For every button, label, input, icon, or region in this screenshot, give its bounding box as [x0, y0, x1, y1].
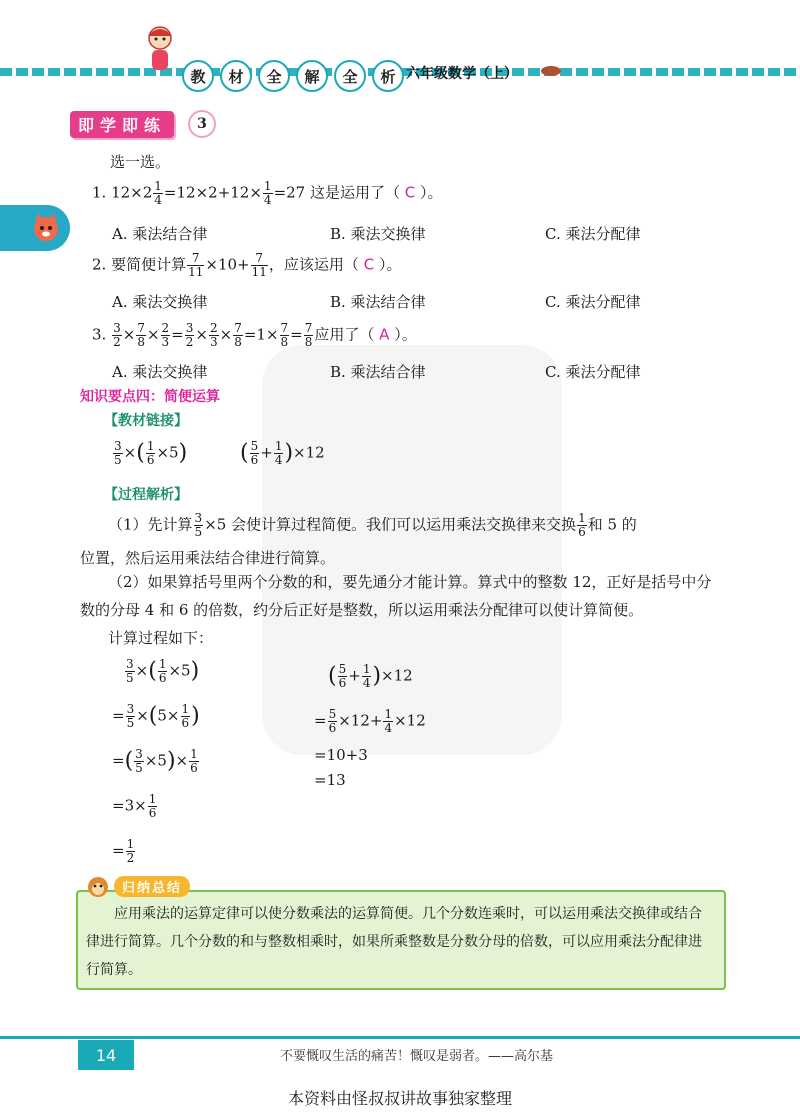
fraction: $\frac{1}{6}$	[190, 747, 198, 775]
analysis-p1	[108, 512, 637, 539]
fraction: $\frac{1}{4}$	[384, 707, 393, 735]
summary-text: 应用乘法的运算定律可以使分数乘法的运算简便。几个分数连乘时，可以运用乘法交换律或结合律进行简算。几个分数的和与整数相乘时，如果所乘整数是分数分母的倍数，可以应用乘法分配律进行简算。	[86, 906, 702, 978]
fox-mascot-icon	[30, 211, 62, 243]
fraction: $\frac{7}{8}$	[280, 321, 289, 349]
q1-option-b: B. 乘法交换律	[330, 225, 426, 243]
fraction: $\frac{3}{5}$	[135, 747, 143, 775]
calc-right-line-4: =13	[314, 771, 346, 789]
title-char: 析	[372, 60, 404, 92]
fraction: $\frac{1}{6}$	[158, 657, 167, 685]
textbook-link-heading: 【教材链接】	[104, 413, 188, 429]
p1-text-b: ×5 会使计算过程简便。我们可以运用乘法交换律来交换	[204, 515, 577, 534]
fraction: $\frac{1}{6}$	[181, 702, 190, 730]
title-char: 全	[258, 60, 290, 92]
analysis-p1-cont: 位置，然后运用乘法结合律进行简算。	[80, 549, 336, 567]
fraction: $\frac{3}{2}$	[185, 321, 194, 349]
fraction: $\frac{1}{4}$	[362, 662, 371, 690]
fraction: $\frac{1}{2}$	[126, 837, 135, 865]
practice-intro: 选一选。	[110, 153, 171, 171]
question-2	[92, 252, 401, 279]
fraction: $\frac{2}{3}$	[161, 321, 170, 349]
pencil-icon	[540, 64, 562, 78]
fraction: $\frac{3}{5}$	[126, 702, 135, 730]
fraction: $\frac{1}{4}$	[263, 179, 272, 207]
q3-prefix: 3.	[92, 325, 107, 344]
practice-tag	[70, 110, 216, 138]
q3-answer: A	[379, 325, 390, 344]
fraction: $\frac{7}{11}$	[188, 251, 204, 279]
fraction: $\frac{1}{6}$	[578, 511, 586, 539]
title-char: 全	[334, 60, 366, 92]
calc-right-line-1: ( $\frac{5}{6}$ + $\frac{1}{4}$ )×12	[328, 662, 413, 690]
section-title: 知识要点四：简便运算	[80, 389, 220, 405]
calc-right-line-3: =10+3	[314, 746, 368, 764]
credit-line: 本资料由怪叔叔讲故事独家整理	[287, 1089, 512, 1108]
q1-option-c: C. 乘法分配律	[545, 225, 641, 243]
fraction: $\frac{7}{8}$	[137, 321, 145, 349]
analysis-p2: （2）如果算括号里两个分数的和，要先通分才能计算。算式中的整数 12，正好是括号中分数的分母 4 和 6 的倍数，约分后正好是整数，所以运用乘法分配律可以使计算简便。	[80, 573, 712, 619]
chapter-side-tab	[0, 205, 70, 251]
calc-left-line-5: = $\frac{1}{2}$	[112, 837, 135, 865]
q1-tail: =27 这是运用了（	[273, 183, 400, 202]
q3-close: ）。	[394, 325, 417, 344]
fraction: $\frac{7}{8}$	[304, 321, 313, 349]
link-expression-2: ( $\frac{5}{6}$ + $\frac{1}{4}$ )×12	[240, 439, 325, 467]
q2-tail: ，应该运用（	[268, 255, 359, 274]
book-title	[182, 60, 404, 92]
monkey-mascot-icon	[86, 874, 110, 898]
p1-text-c: 和 5 的	[587, 515, 637, 534]
process-intro: 计算过程如下：	[108, 629, 214, 647]
calc-left-line-1: $\frac{3}{5}$ ×( $\frac{1}{6}$ ×5)	[126, 657, 200, 685]
q2-close: ）。	[378, 255, 402, 274]
q2-option-a: A. 乘法交换律	[112, 293, 208, 311]
fraction: $\frac{2}{3}$	[209, 321, 218, 349]
page-number: 14	[78, 1040, 134, 1070]
q3-option-c: C. 乘法分配律	[545, 363, 641, 381]
q1-option-a: A. 乘法结合律	[112, 225, 208, 243]
q1-close: ）。	[420, 183, 443, 202]
fraction: $\frac{1}{4}$	[274, 439, 283, 467]
practice-tag-label: 即学即练	[70, 111, 174, 138]
question-1	[92, 180, 443, 207]
fraction: $\frac{3}{2}$	[113, 321, 121, 349]
title-char: 解	[296, 60, 328, 92]
fraction: $\frac{3}{5}$	[126, 657, 134, 685]
summary-label: 归纳总结	[114, 876, 190, 897]
q2-option-c: C. 乘法分配律	[545, 293, 641, 311]
fraction: $\frac{7}{11}$	[251, 251, 267, 279]
fraction: $\frac{1}{6}$	[148, 792, 157, 820]
calc-right-line-2: = $\frac{5}{6}$ ×12+ $\frac{1}{4}$ ×12	[314, 707, 426, 735]
fraction: $\frac{5}{6}$	[250, 439, 259, 467]
fraction: $\frac{1}{6}$	[146, 439, 155, 467]
q2-option-b: B. 乘法结合律	[330, 293, 426, 311]
calc-left-line-4: =3× $\frac{1}{6}$	[112, 792, 157, 820]
fraction: $\frac{5}{6}$	[338, 662, 347, 690]
q2-answer: C	[363, 255, 375, 274]
fraction: $\frac{3}{5}$	[114, 439, 122, 467]
q2-prefix: 2. 要简便计算	[92, 255, 187, 274]
q1-answer: C	[404, 183, 416, 202]
fraction: $\frac{7}{8}$	[234, 321, 242, 349]
calc-left-line-3: =( $\frac{3}{5}$ ×5)× $\frac{1}{6}$	[112, 747, 198, 775]
fraction: $\frac{3}{5}$	[194, 511, 203, 539]
practice-number: 3	[188, 110, 216, 138]
calc-left-line-2: = $\frac{3}{5}$ ×(5× $\frac{1}{6}$ )	[112, 702, 200, 730]
q3-option-b: B. 乘法结合律	[330, 363, 426, 381]
question-3: 3. $\frac{3}{2}$ × $\frac{7}{8}$ × $\frac{2}{3}$ = $\frac{3}{2}$ × $\frac{2}{3}$ × $\frac{7}{8}$ =1× $\frac{7}{8}$ = $\frac{7}{8}$ 应用了（ A ）。	[92, 321, 417, 349]
footer-line	[0, 1036, 800, 1039]
footer-quote: 不要慨叹生活的痛苦！慨叹是弱者。——高尔基	[280, 1049, 554, 1064]
mascot-girl-icon	[138, 22, 182, 78]
q1-prefix: 1. 12×2	[92, 183, 153, 202]
analysis-heading: 【过程解析】	[104, 487, 188, 503]
title-char: 教	[182, 60, 214, 92]
summary-tag	[86, 874, 190, 898]
q2-middle: ×10+	[205, 255, 250, 274]
link-expression-1: $\frac{3}{5}$ ×( $\frac{1}{6}$ ×5)	[114, 439, 188, 467]
fraction: $\frac{1}{4}$	[154, 179, 162, 207]
title-char: 材	[220, 60, 252, 92]
q3-tail: 应用了（	[314, 325, 375, 344]
fraction: $\frac{5}{6}$	[328, 707, 337, 735]
grade-label: 六年级数学（上）	[406, 66, 518, 82]
q3-option-a: A. 乘法交换律	[112, 363, 208, 381]
p1-text-a: （1）先计算	[108, 515, 193, 534]
q1-middle: =12×2+12×	[163, 183, 262, 202]
